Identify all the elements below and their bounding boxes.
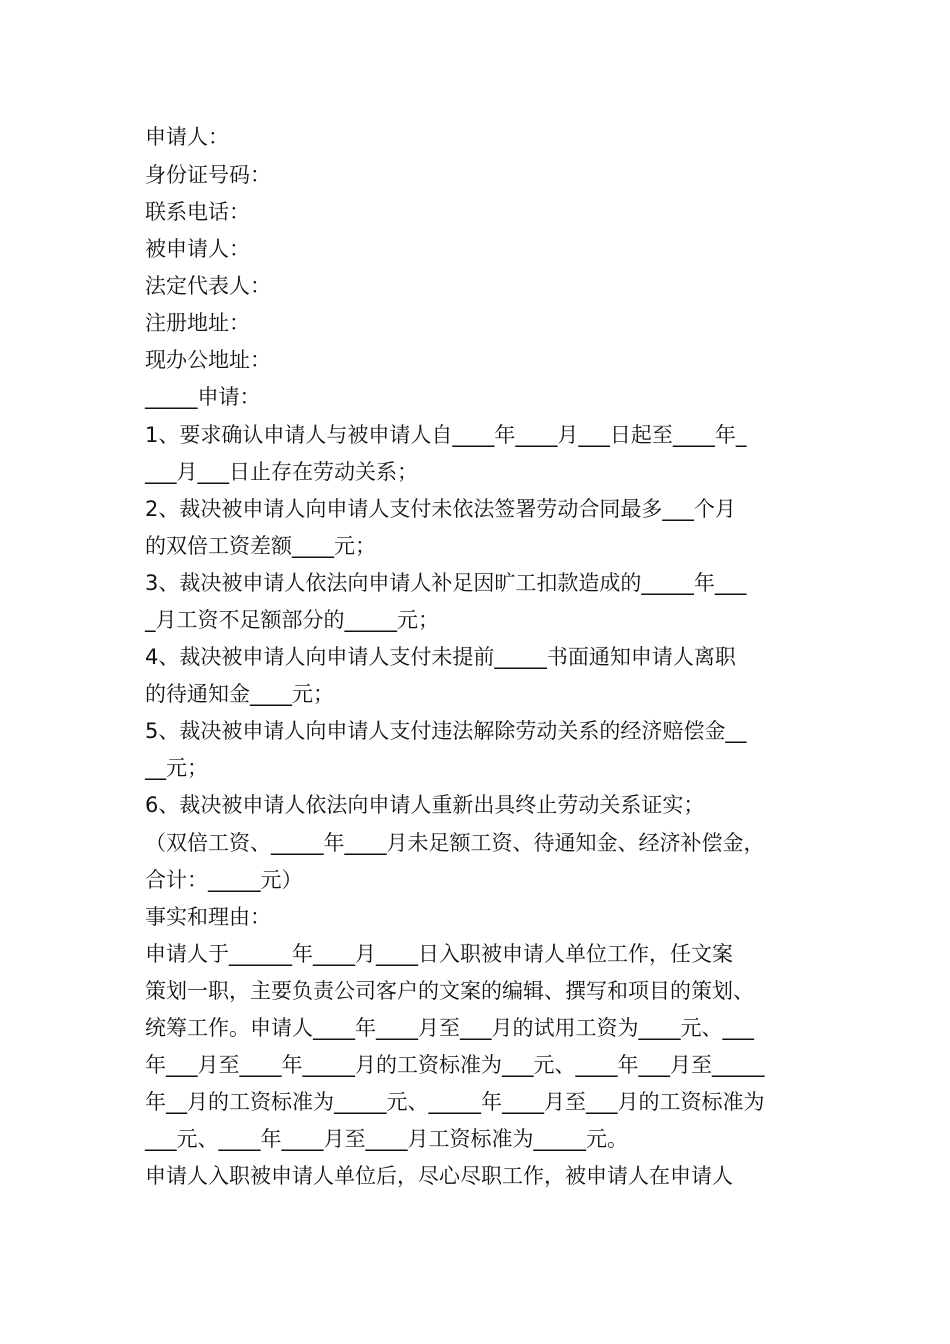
claim-3-line-2: _月工资不足额部分的_____元； <box>145 608 439 632</box>
claim-4-line-2: 的待通知金____元； <box>145 682 334 706</box>
facts-paragraph-line-3: 统筹工作。申请人____年____月至___月的试用工资为____元、___ <box>145 1016 754 1040</box>
summary-line-2: 合计：_____元） <box>145 868 303 892</box>
claim-3-line-1: 3、裁决被申请人依法向申请人补足因旷工扣款造成的_____年___ <box>145 571 747 595</box>
applicant-label: 申请人： <box>145 125 229 149</box>
facts-paragraph-line-1: 申请人于______年____月____日入职被申请人单位工作，任文案 <box>145 942 733 966</box>
respondent-label: 被申请人： <box>145 237 250 261</box>
claim-4-line-1: 4、裁决被申请人向申请人支付未提前_____书面通知申请人离职 <box>145 645 736 669</box>
legal-representative-label: 法定代表人： <box>145 274 271 298</box>
claim-2-line-1: 2、裁决被申请人向申请人支付未依法签署劳动合同最多___个月 <box>145 497 736 521</box>
id-number-label: 身份证号码： <box>145 163 271 187</box>
phone-label: 联系电话： <box>145 200 250 224</box>
claim-6-line: 6、裁决被申请人依法向申请人重新出具终止劳动关系证实； <box>145 793 705 817</box>
facts-paragraph-line-6: ___元、____年____月至____月工资标准为_____元。 <box>145 1127 628 1151</box>
summary-line-1: （双倍工资、_____年____月未足额工资、待通知金、经济补偿金， <box>145 831 765 855</box>
claim-2-line-2: 的双倍工资差额____元； <box>145 534 376 558</box>
claim-5-line-1: 5、裁决被申请人向申请人支付违法解除劳动关系的经济赔偿金__ <box>145 719 747 743</box>
claim-1-line-2: ___月___日止存在劳动关系； <box>145 460 418 484</box>
application-heading: _____申请： <box>145 385 261 409</box>
office-address-label: 现办公地址： <box>145 348 271 372</box>
facts-paragraph-line-2: 策划一职，主要负责公司客户的文案的编辑、撰写和项目的策划、 <box>145 979 754 1003</box>
registered-address-label: 注册地址： <box>145 311 250 335</box>
facts-heading: 事实和理由： <box>145 905 271 929</box>
facts-paragraph-line-4: 年___月至____年_____月的工资标准为___元、____年___月至_____ <box>145 1053 765 1077</box>
facts-paragraph-line-5: 年__月的工资标准为_____元、_____年____月至___月的工资标准为 <box>145 1090 765 1114</box>
claim-1-line-1: 1、要求确认申请人与被申请人自____年____月___日起至____年_ <box>145 423 747 447</box>
claim-5-line-2: __元； <box>145 756 208 780</box>
facts-paragraph-2-line-1: 申请人入职被申请人单位后，尽心尽职工作，被申请人在申请人 <box>145 1164 733 1188</box>
